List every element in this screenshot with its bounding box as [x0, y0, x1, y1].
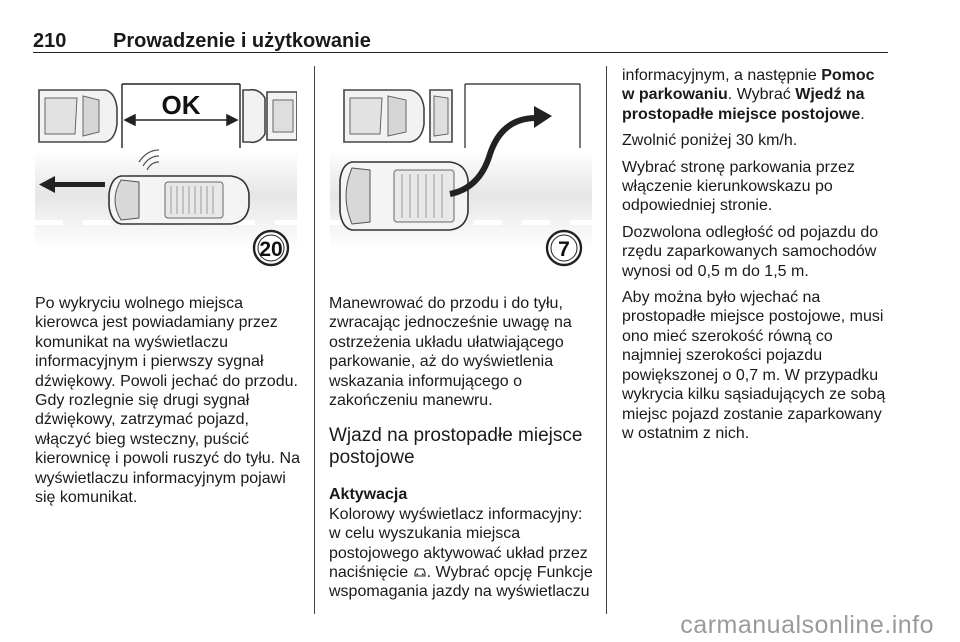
svg-text:7: 7 — [558, 238, 570, 261]
paragraph-detection: Po wykryciu wolnego miejsca kierowca jest powiadamiany przez komunikat na wyświetlaczu informacyjnym i pierwszy sygnał dźwiękowy. Powoli jechać do przodu. Gdy rozlegnie się drugi sygnał dźwiękowy, zatrzymać pojazd, włączyć bieg wsteczny, puścić kierownicę i powoli ruszyć do tyłu. Na wyświetlaczu informacyjnym pojawi się komunikat. — [35, 295, 300, 507]
column-divider-2 — [606, 66, 607, 614]
watermark: carmanualsonline.info — [680, 611, 934, 639]
moving-car — [109, 176, 249, 224]
paragraph-side: Wybrać stronę parkowania przez włączenie kierunkowskazu po odpowiedniej stronie. — [622, 158, 855, 215]
parking-space-outline — [465, 84, 580, 148]
header-title: Prowadzenie i użytkowanie — [113, 30, 371, 52]
maneuvering-car — [340, 162, 468, 230]
page-header — [33, 30, 888, 53]
figure-badge — [547, 231, 581, 265]
subheading-activation: Aktywacja — [329, 486, 408, 504]
column-1 — [35, 294, 303, 514]
figure-perpendicular-entry — [330, 78, 592, 274]
figure-parking-space-detected — [35, 78, 297, 274]
parked-car-left — [39, 90, 117, 142]
parked-car-right — [243, 90, 297, 143]
paragraph-distance: Dozwolona odległość od pojazdu do rzędu zaparkowanych samochodów wynosi od 0,5 m do 1,5 m. — [622, 223, 879, 280]
parked-car-middle — [430, 90, 452, 142]
car-button-icon — [413, 564, 427, 575]
svg-text:20: 20 — [259, 238, 283, 261]
paragraph-maneuver: Manewrować do przodu i do tyłu, zwracając jednocześnie uwagę na ostrzeżenia układu ułatwiającego parkowanie, aż do wyświetlenia wskazania informującego o zakończeniu manewru. — [329, 295, 572, 410]
section-heading: Wjazd na prostopadłe miejsce postojowe — [329, 425, 583, 469]
page-number: 210 — [33, 30, 67, 52]
figure-badge — [254, 231, 288, 265]
paragraph-menu-path: informacyjnym, a następnie Pomoc w parkowaniu. Wybrać Wjedź na prostopadłe miejsce postojowe. — [622, 67, 875, 123]
menu-item-parking-assist: Pomoc w parkowaniu — [622, 67, 875, 104]
column-2 — [329, 294, 597, 609]
paragraph-width: Aby można było wjechać na prostopadłe miejsce postojowe, musi ono mieć szerokość równą co najmniej szerokości pojazdu powiększonej o 0,7 m. W przypadku wykrycia kilku sąsiadujących ze sobą miejsc pojazd zostanie zaparkowany w ostatnim z nich. — [622, 289, 886, 442]
paragraph-speed: Zwolnić poniżej 30 km/h. — [622, 132, 798, 150]
paragraph-activation: Kolorowy wyświetlacz informacyjny: w celu wyszukania miejsca postojowego aktywować układ przez naciśnięcie . Wybrać opcję Funkcje wspomagania jazdy na wyświetlaczu — [329, 505, 593, 601]
ok-label: OK — [161, 90, 201, 120]
menu-item-perpendicular: Wjedź na prostopadłe miejsce postojowe — [622, 86, 865, 123]
column-divider-1 — [314, 66, 315, 614]
column-3 — [622, 66, 890, 450]
parked-car-left — [344, 90, 424, 142]
